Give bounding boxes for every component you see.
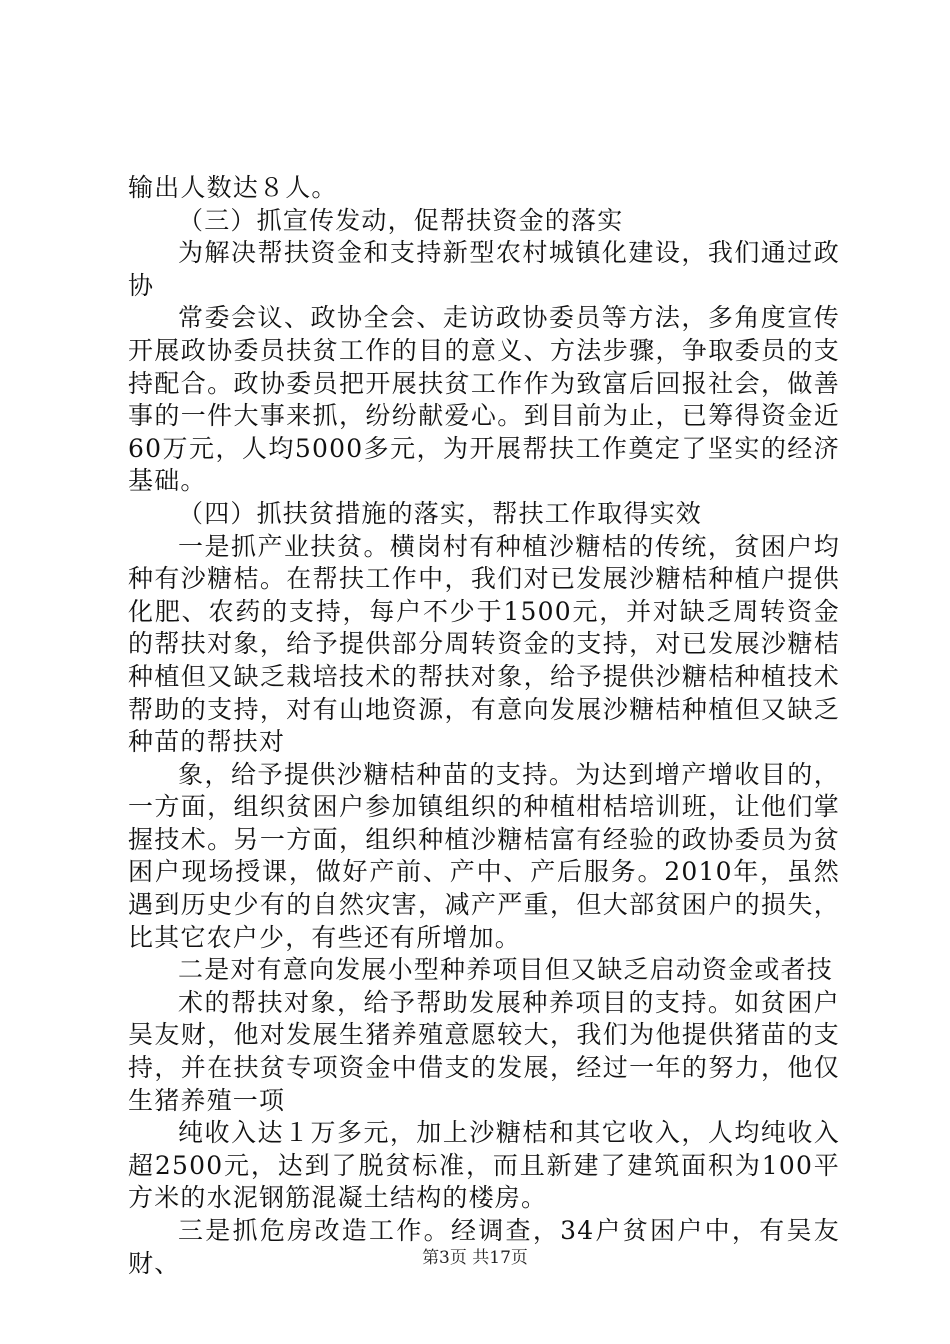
paragraph: 一是抓产业扶贫。横岗村有种植沙糖桔的传统，贫困户均种有沙糖桔。在帮扶工作中，我们对已发展沙糖桔种植户提供化肥、农药的支持，每户不少于1500元，并对缺乏周转资金的帮扶对象，给予提供部分周转资金的支持，对已发展沙糖桔种植但又缺乏栽培技术的帮扶对象，给予提供沙糖桔种植技术帮助的支持，对有山地资源，有意向发展沙糖桔种植但又缺乏种苗的帮扶对 [128,531,840,757]
paragraph: 输出人数达８人。 [128,173,338,202]
paragraph: 术的帮扶对象，给予帮助发展种养项目的支持。如贫困户吴友财，他对发展生猪养殖意愿较大，我们为他提供猪苗的支持，并在扶贫专项资金中借支的发展，经过一年的努力，他仅生猪养殖一项 [128,987,840,1115]
paragraph: 为解决帮扶资金和支持新型农村城镇化建设，我们通过政协 [128,238,840,300]
paragraph: （四）抓扶贫措施的落实，帮扶工作取得实效 [178,498,703,528]
document-body [128,172,840,1280]
paragraph: （三）抓宣传发动，促帮扶资金的落实 [178,205,624,235]
page-footer: 第3页 共17页 [422,1248,528,1268]
paragraph: 二是对有意向发展小型种养项目但又缺乏启动资金或者技 [178,955,834,985]
paragraph: 常委会议、政协全会、走访政协委员等方法，多角度宣传开展政协委员扶贫工作的目的意义、方法步骤，争取委员的支持配合。政协委员把开展扶贫工作作为致富后回报社会，做善事的一件大事来抓，纷纷献爱心。到目前为止，已筹得资金近60万元，人均5000多元，为开展帮扶工作奠定了坚实的经济基础。 [128,303,840,496]
paragraph: 纯收入达１万多元，加上沙糖桔和其它收入，人均纯收入超2500元，达到了脱贫标准，而且新建了建筑面积为100平方米的水泥钢筋混凝土结构的楼房。 [128,1118,840,1213]
paragraph: 三是抓危房改造工作。经调查，34户贫困户中，有吴友财、 [128,1216,840,1278]
paragraph: 象，给予提供沙糖桔种苗的支持。为达到增产增收目的，一方面，组织贫困户参加镇组织的种植柑桔培训班，让他们掌握技术。另一方面，组织种植沙糖桔富有经验的政协委员为贫困户现场授课，做好产前、产中、产后服务。2010年，虽然遇到历史少有的自然灾害，减产严重，但大部贫困户的损失，比其它农户少，有些还有所增加。 [128,759,840,952]
